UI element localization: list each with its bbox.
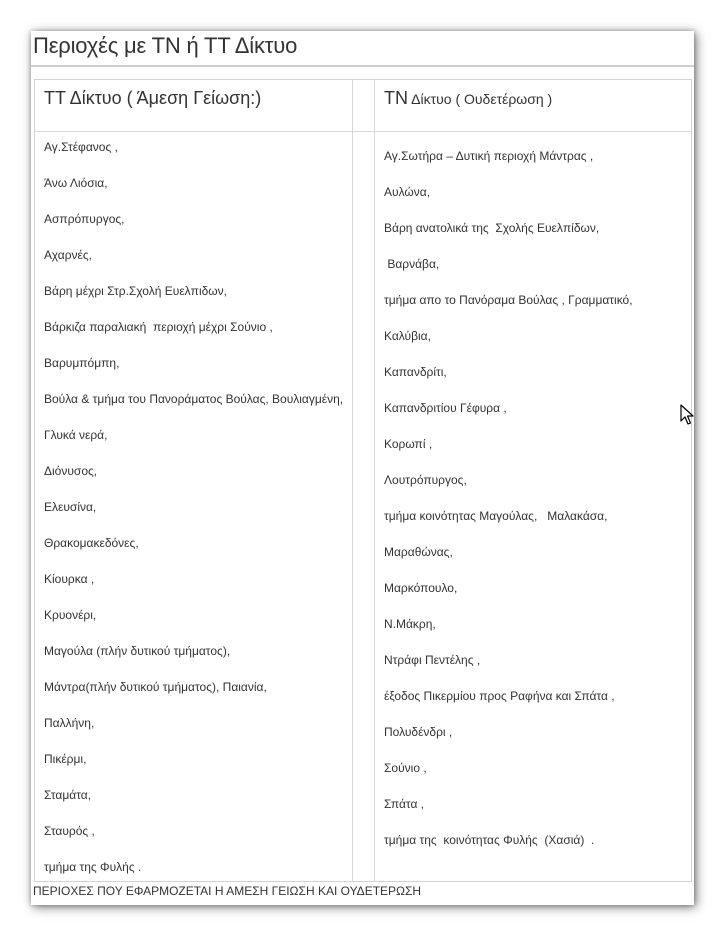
- area-list-item: Κορωπί ,: [384, 437, 433, 451]
- area-list-item: Ν.Μάκρη,: [384, 617, 436, 631]
- area-list-item: Αυλώνα,: [384, 185, 431, 199]
- tn-header-suffix: Δίκτυο ( Ουδετέρωση ): [408, 91, 553, 107]
- area-list-item: Θρακομακεδόνες,: [44, 536, 139, 550]
- tt-header-main: ΤΤ Δίκτυο ( Άμεση Γείωση:): [44, 88, 262, 108]
- area-list-item: Σταμάτα,: [44, 788, 92, 802]
- area-list-item: Άνω Λιόσια,: [44, 176, 108, 190]
- tt-column-header: [44, 88, 261, 109]
- area-list-item: τμήμα της Φυλής .: [44, 860, 142, 874]
- area-list-item: Πολυδένδρι ,: [384, 725, 453, 739]
- header-divider: [35, 131, 691, 132]
- area-list-item: Αγ.Στέφανος ,: [44, 140, 118, 154]
- area-list-item: Πικέρμι,: [44, 752, 87, 766]
- area-list-item: Κρυονέρι,: [44, 608, 97, 622]
- area-list-item: Καλύβια,: [384, 329, 431, 343]
- areas-table: [34, 79, 692, 882]
- tn-header-main: ΤΝ: [384, 88, 408, 108]
- area-list-item: Ντράφι Πεντέλης ,: [384, 653, 481, 667]
- area-list-item: Βάρκιζα παραλιακή περιοχή μέχρι Σούνιο ,: [44, 320, 273, 334]
- area-list-item: Σταυρός ,: [44, 824, 95, 838]
- footer-caption: ΠΕΡΙΟΧΕΣ ΠΟΥ ΕΦΑΡΜΟΖΕΤΑΙ Η ΑΜΕΣΗ ΓΕΙΩΣΗ ΚΑΙ ΟΥΔΕΤΕΡΩΣΗ: [33, 884, 422, 898]
- area-list-item: Σούνιο ,: [384, 761, 427, 775]
- page-title: Περιοχές με ΤΝ ή ΤΤ Δίκτυο: [33, 33, 298, 58]
- area-list-item: Γλυκά νερά,: [44, 428, 108, 442]
- area-list-item: Αγ.Σωτήρα – Δυτική περιοχή Μάντρας ,: [384, 149, 594, 163]
- area-list-item: Σπάτα ,: [384, 797, 425, 811]
- area-list-item: Διόνυσος,: [44, 464, 98, 478]
- area-list-item: Καπανδρίτι,: [384, 365, 447, 379]
- column-divider: [374, 80, 375, 881]
- tn-column-header: [384, 88, 552, 109]
- tt-area-list: [44, 139, 343, 895]
- area-list-item: Βούλα & τμήμα του Πανοράματος Βούλας, Βουλιαγμένη,: [44, 392, 344, 406]
- area-list-item: Μαρκόπουλο,: [384, 581, 458, 595]
- area-list-item: Μαραθώνας,: [384, 545, 453, 559]
- area-list-item: Βαρυμπόμπη,: [44, 356, 120, 370]
- area-list-item: Βαρνάβα,: [384, 257, 440, 271]
- area-list-item: τμήμα απο το Πανόραμα Βούλας , Γραμματικό,: [384, 293, 633, 307]
- title-divider: [31, 65, 694, 67]
- mouse-pointer-icon: [680, 404, 694, 426]
- area-list-item: έξοδος Πικερμίου προς Ραφήνα και Σπάτα ,: [384, 689, 615, 703]
- area-list-item: Παλλήνη,: [44, 716, 95, 730]
- document-page: [31, 31, 694, 905]
- area-list-item: τμήμα κοινότητας Μαγούλας, Μαλακάσα,: [384, 509, 608, 523]
- tn-area-list: [384, 148, 633, 868]
- area-list-item: Κίουρκα ,: [44, 572, 95, 586]
- area-list-item: Ελευσίνα,: [44, 500, 97, 514]
- area-list-item: τμήμα της κοινότητας Φυλής (Χασιά) .: [384, 833, 595, 847]
- area-list-item: Βάρη μέχρι Στρ.Σχολή Ευελπιδων,: [44, 284, 227, 298]
- area-list-item: Ασπρόπυργος,: [44, 212, 125, 226]
- area-list-item: Μαγούλα (πλήν δυτικού τμήματος),: [44, 644, 231, 658]
- area-list-item: Αχαρνές,: [44, 248, 92, 262]
- area-list-item: Καπανδριτίου Γέφυρα ,: [384, 401, 507, 415]
- area-list-item: Λουτρόπυργος,: [384, 473, 467, 487]
- area-list-item: Βάρη ανατολικά της Σχολής Ευελπίδων,: [384, 221, 600, 235]
- column-divider: [352, 80, 353, 881]
- area-list-item: Μάντρα(πλήν δυτικού τμήματος), Παιανία,: [44, 680, 267, 694]
